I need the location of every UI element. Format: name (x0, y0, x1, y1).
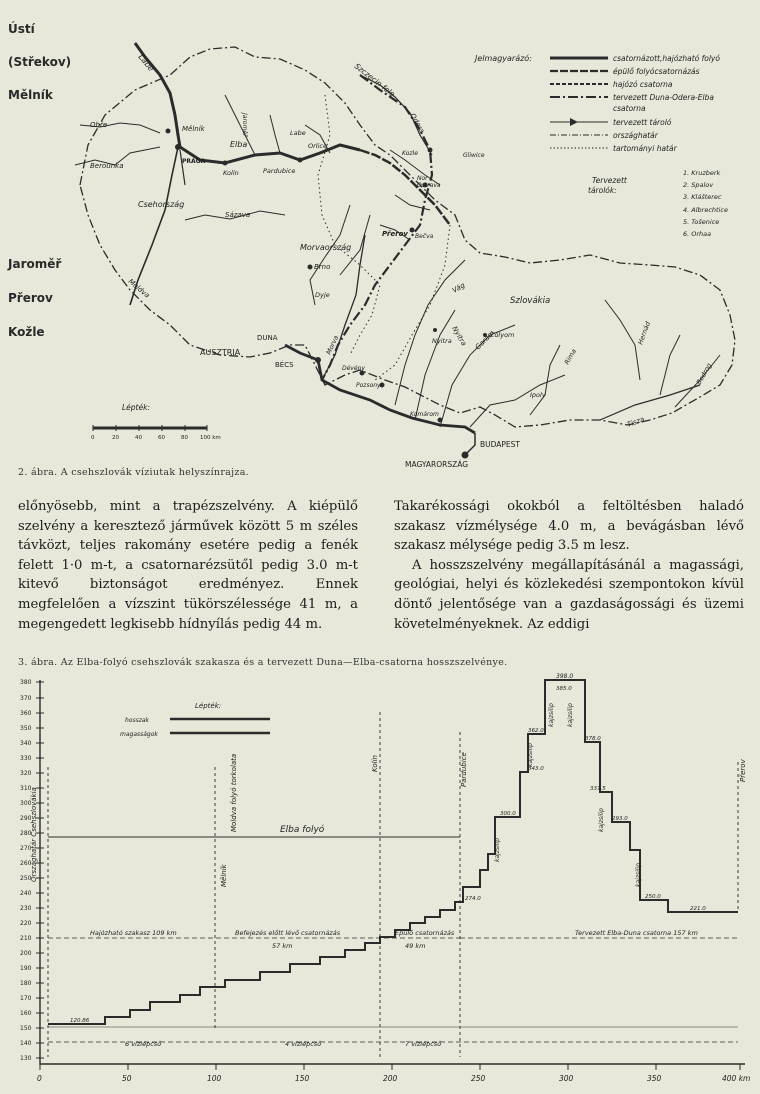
y-tick-220: 220 (20, 920, 32, 927)
vlabel-pardubice: Pardubice (460, 752, 468, 787)
y-tick-270: 270 (20, 845, 32, 852)
label-jaromer: Jaroměř (241, 113, 248, 137)
elevation-4: 343.0 (528, 766, 544, 772)
legend-item-5: csatorna (613, 104, 646, 113)
label-ostrava: Ostrava (417, 182, 441, 189)
label-labe: Labe (136, 52, 156, 74)
y-tick-240: 240 (20, 890, 32, 897)
label-nyitra-river: Nyitra (450, 325, 468, 348)
segment-hajozhato: Hajózható szakasz 109 km (90, 929, 177, 937)
label-szczecin: Szczecin fele (352, 61, 397, 99)
x-tick-350: 350 (647, 1074, 662, 1083)
label-morva: Morva (324, 334, 341, 356)
label-vag: Vág (451, 281, 467, 295)
viziepcso-6: 6 vízlépcső (125, 1040, 162, 1048)
y-tick-190: 190 (20, 965, 32, 972)
text-column-right (394, 497, 744, 634)
legend-item-3: hajózó csatorna (613, 80, 673, 89)
y-tick-340: 340 (20, 740, 32, 747)
label-zolyom: Zólyom (490, 331, 515, 339)
label-nyitra-city: Nyitra (432, 337, 452, 345)
y-tick-370: 370 (20, 695, 32, 702)
label-ipoly: Ipoly (530, 391, 546, 399)
side-label-usti: Ústí (8, 22, 35, 36)
kajzsilip-5: kajzsilip (598, 808, 605, 832)
kajzsilip-2: kajzsilip (527, 743, 534, 767)
label-odera: Odera (408, 112, 426, 135)
y-tick-360: 360 (20, 710, 32, 717)
label-prerov: Přerov (382, 230, 408, 238)
reservoirs-subtitle: tárolók: (588, 186, 617, 195)
profile-caption: 3. ábra. Az Elba-folyó csehszlovák szakasza és a tervezett Duna—Elba-csatorna hosszszelvénye. (18, 657, 508, 668)
label-sazava: Sázava (225, 211, 251, 219)
vlabel-kolin: Kolín (371, 755, 379, 772)
kajzsilip-3: kajzsilip (548, 703, 555, 727)
vlabel-prerov: Přerov (739, 759, 747, 782)
side-label-melnik: Mělník (8, 88, 53, 102)
label-moldva: Moldva (126, 277, 152, 300)
y-tick-210: 210 (20, 935, 32, 942)
paragraph-right-2: A hosszszelvény megállapításánál a magassági, geológiai, helyi és közlekedési szempontokon kívül döntő jelentősége van a gazdaságossági és üzemi követelményeknek. Az eddigi (394, 557, 744, 632)
viziepcso-7: 7 vízlépcső (405, 1040, 442, 1048)
elevation-7: 378.0 (585, 736, 601, 742)
kajzsilip-4: kajzsilip (567, 703, 574, 727)
elevation-8: 337.5 (590, 786, 606, 792)
label-berounka: Berounka (90, 162, 124, 170)
y-tick-260: 260 (20, 860, 32, 867)
label-labe2: Labe (290, 129, 306, 137)
label-morvaorszag: Morvaország (300, 243, 352, 252)
kajzsilip-6: kajzsilip (635, 863, 642, 887)
y-tick-280: 280 (20, 830, 32, 837)
reservoir-3: 3. Klášterec (683, 193, 722, 201)
y-tick-300: 300 (20, 800, 32, 807)
scale-label: Lépték: (122, 403, 150, 412)
y-tick-310: 310 (20, 785, 32, 792)
elevation-1: 120.86 (70, 1018, 90, 1024)
label-szlovakia: Szlovákia (510, 296, 551, 306)
legend-item-2: épülő folyócsatornázás (613, 67, 700, 76)
side-label-strekov: (Střekov) (8, 55, 72, 69)
profile-scale-row-2: magasságok (120, 731, 158, 738)
top-elevation: 398.0 (556, 673, 574, 680)
y-tick-290: 290 (20, 815, 32, 822)
x-tick-50: 50 (122, 1074, 132, 1083)
reservoirs-title: Tervezett (592, 176, 627, 185)
elevation-10: 250.0 (645, 894, 661, 900)
label-komarom: Komárom (410, 411, 439, 418)
paragraph-right-1: Takarékossági okokból a feltöltésben haladó szakasz vízmélysége 4.0 m, a bevágásban lévő szakasz mélysége pedig 3.5 m lesz. (394, 499, 744, 554)
longitudinal-profile (0, 672, 760, 1094)
label-brno: Brno (314, 263, 331, 271)
elevation-11: 221.0 (690, 906, 706, 912)
label-magyarorszag: MAGYARORSZÁG (405, 460, 469, 469)
legend-item-7: országhatár (613, 131, 658, 140)
label-budapest: BUDAPEST (480, 440, 521, 449)
y-tick-350: 350 (20, 725, 32, 732)
legend-item-1: csatornázott,hajózható folyó (613, 54, 720, 63)
legend-item-6: tervezett tároló (613, 118, 672, 127)
side-label-jaromer: Jaroměř (8, 257, 62, 271)
label-ohre: Ohře (90, 121, 108, 129)
elevation-2: 274.0 (465, 896, 481, 902)
elevation-9: 293.0 (612, 816, 628, 822)
province-border (318, 95, 380, 355)
scale-tick-1: 20 (112, 435, 119, 441)
label-bodrog: Bodrog (694, 361, 714, 386)
label-duna: DUNA (257, 334, 278, 342)
reservoir-6: 6. Orhaa (683, 230, 712, 238)
legend-item-8: tartományi határ (613, 144, 677, 153)
label-orlice: Orlice (308, 142, 327, 150)
label-kozle: Kozle (402, 150, 418, 157)
scale-tick-0: 0 (91, 435, 95, 441)
label-kolin: Kolín (223, 169, 239, 177)
reservoir-2: 2. Spalov (683, 181, 714, 189)
kajzsilip-1: kajzsilip (494, 838, 501, 862)
label-dyje: Dyje (315, 291, 330, 299)
y-tick-200: 200 (20, 950, 32, 957)
label-becva: Bečva (415, 233, 434, 240)
x-tick-250: 250 (471, 1074, 486, 1083)
segment-befejezes-km: 57 km (272, 942, 293, 950)
viziepcso-4: 4 vízlépcső (285, 1040, 322, 1048)
label-hernad: Hernád (636, 320, 653, 346)
waterway-map (60, 35, 760, 475)
y-tick-320: 320 (20, 770, 32, 777)
label-pardubice: Pardubice (263, 167, 296, 175)
segment-epulo-km: 49 km (405, 942, 426, 950)
y-tick-140: 140 (20, 1040, 32, 1047)
segment-epulo: Épülő csatornázás (395, 929, 455, 937)
y-tick-250: 250 (20, 875, 32, 882)
label-elba-folyo: Elba folyó (280, 825, 325, 835)
text-column-left (18, 497, 358, 634)
x-tick-200: 200 (383, 1074, 398, 1083)
paragraph-left: előnyösebb, mint a trapézszelvény. A kiépülő szelvény a keresztező járművek között 5 m széles távközt, teljes rakomány esetére pedig a fenék felett 1·0 m-t, a csatornarézsütől pedig 3.0 m-t kitevő biztonságot eredményez. Ennek megfelelően a vízszint tükörszélessége 41 m, a megengedett legkisebb hídnyílás pedig 44 m. (18, 499, 358, 632)
label-ausztria: AUSZTRIA (200, 348, 241, 357)
label-garam: Garam (473, 328, 497, 352)
y-tick-150: 150 (20, 1025, 32, 1032)
y-tick-130: 130 (20, 1055, 32, 1062)
x-tick-0: 0 (37, 1074, 42, 1083)
label-becs: BÉCS (275, 361, 294, 369)
x-tick-300: 300 (559, 1074, 574, 1083)
label-tisza: Tisza (625, 415, 646, 429)
vlabel-border: Országhatár Csehszlovákia (30, 787, 38, 882)
elevation-3: 300.0 (500, 811, 516, 817)
legend-title: Jelmagyarázó: (475, 54, 532, 63)
label-deveny: Dévény (342, 365, 365, 372)
scale-tick-2: 40 (135, 435, 142, 441)
elevation-6: 385.0 (556, 686, 572, 692)
vlabel-moldva: Moldva folyó torkolata (230, 753, 238, 832)
scale-tick-5: 100 km (200, 435, 221, 441)
y-tick-230: 230 (20, 905, 32, 912)
reservoir-4: 4. Albrechtice (683, 206, 728, 214)
duna-river (285, 345, 475, 433)
reservoir-1: 1. Kruzberk (683, 169, 721, 177)
side-label-kozle: Kožle (8, 325, 45, 339)
segment-tervezett: Tervezett Elba-Duna csatorna 157 km (575, 929, 698, 937)
y-tick-380: 380 (20, 679, 32, 686)
label-elba: Elba (230, 140, 248, 149)
scale-tick-4: 80 (181, 435, 188, 441)
label-praha: PRAGA (182, 158, 206, 165)
y-tick-180: 180 (20, 980, 32, 987)
profile-scale-title: Lépték: (195, 702, 222, 710)
side-label-prerov: Přerov (8, 291, 53, 305)
x-tick-150: 150 (295, 1074, 310, 1083)
scale-tick-3: 60 (158, 435, 165, 441)
label-rima: Rima (562, 347, 579, 366)
map-caption: 2. ábra. A csehszlovák víziutak helyszínrajza. (18, 467, 249, 478)
elevation-5: 362.0 (528, 728, 544, 734)
label-nor: Nor (417, 175, 428, 182)
label-melnik: Mělník (182, 125, 205, 133)
profile-scale-row-1: hosszak (125, 717, 150, 724)
y-tick-160: 160 (20, 1010, 32, 1017)
legend-item-4: tervezett Duna-Odera-Elba (613, 93, 714, 102)
x-tick-100: 100 (207, 1074, 222, 1083)
morva-river (322, 235, 365, 380)
label-gliwice: Gliwice (463, 152, 485, 159)
label-pozsony: Pozsony (356, 382, 381, 389)
segment-befejezes: Befejezés előtt lévő csatornázás (235, 929, 341, 937)
y-tick-330: 330 (20, 755, 32, 762)
vlabel-melnik: Mělník (220, 864, 228, 887)
reservoir-5: 5. Tošenice (683, 218, 720, 226)
odera-river (360, 75, 432, 155)
label-csehorszag: Csehország (138, 200, 185, 209)
y-tick-170: 170 (20, 995, 32, 1002)
x-tick-400: 400 km (722, 1074, 751, 1083)
